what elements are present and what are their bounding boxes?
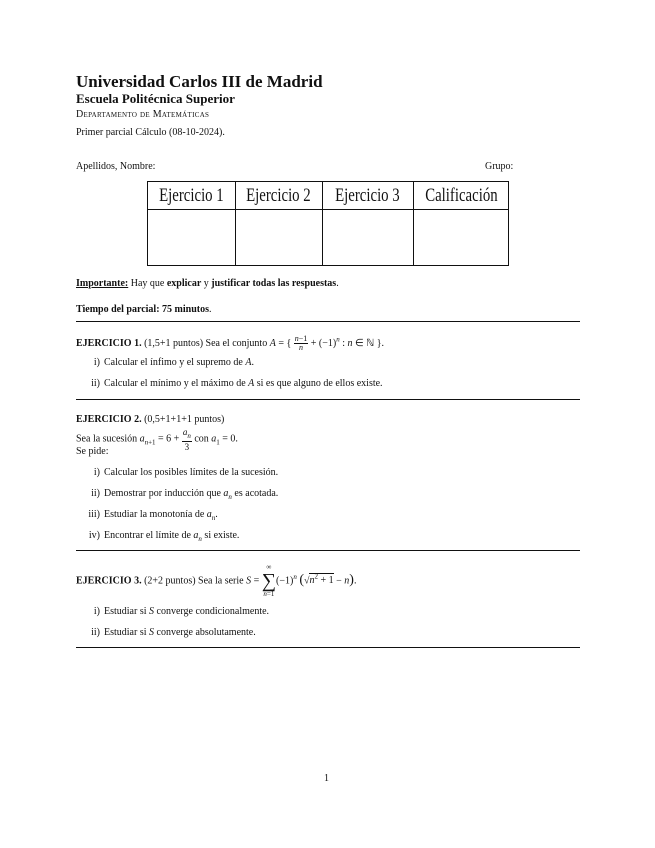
page-number: 1: [324, 773, 329, 784]
department-name: Departamento de Matemáticas: [76, 109, 210, 120]
exercise3-statement: EJERCICIO 3. (2+2 puntos) Sea la serie S = ∞ ∑ n=1 $(-1)^n$ $(√n^2 + 1 - n)$.: [76, 563, 357, 598]
exercise3-item-1: i) Estudiar si S converge condicionalmente.: [93, 606, 270, 617]
school-name: Escuela Politécnica Superior: [76, 91, 235, 106]
important-note: Importante: Hay que explicar y justificar todas las respuestas.: [76, 278, 339, 289]
exercise2-item-3: iii) Estudiar la monotonía de $a_n$.: [88, 509, 218, 522]
exercise2-item-1: i) Calcular los posibles límites de la sucesión.: [93, 467, 279, 478]
grade-header-ex2: Ejercicio 2: [236, 182, 322, 210]
exercise2-ask: Se pide:: [76, 446, 109, 457]
grade-cell-ex3: [322, 210, 414, 266]
grade-table: [147, 181, 509, 266]
exercise3-item-2: ii) Estudiar si S converge absolutamente.: [91, 627, 256, 638]
divider: [76, 399, 580, 400]
exam-title: Primer parcial Cálculo (08-10-2024).: [76, 127, 225, 138]
exercise2-sequence: Sea la sucesión $a_{n+1} = 6$ + $\frac{a_n}{3}$ con $a_1 = 0$.: [76, 427, 238, 452]
grade-header-ex1: Ejercicio 1: [148, 182, 236, 210]
exercise2-statement: EJERCICIO 2. (0,5+1+1+1 puntos): [76, 414, 225, 425]
time-note: Tiempo del parcial: 75 minutos.: [76, 304, 212, 315]
exercise1-item-1: i) Calcular el ínfimo y el supremo de A.: [93, 357, 254, 368]
exercise2-item-4: iv) Encontrar el límite de $a_n$ si existe.: [88, 530, 240, 543]
grade-header-total: Calificación: [414, 182, 509, 210]
name-label: Apellidos, Nombre:: [76, 161, 156, 172]
grade-cell-ex2: [236, 210, 322, 266]
grade-cell-ex1: [148, 210, 236, 266]
exercise1-item-2: ii) Calcular el mínimo y el máximo de A si es que alguno de ellos existe.: [91, 378, 383, 389]
grade-header-ex3: Ejercicio 3: [322, 182, 414, 210]
grade-cell-total: [414, 210, 509, 266]
university-title: Universidad Carlos III de Madrid: [76, 72, 323, 91]
divider: [76, 321, 580, 322]
exercise2-item-2: ii) Demostrar por inducción que $a_n$ es acotada.: [91, 488, 279, 501]
exercise1-statement: EJERCICIO 1. (1,5+1 puntos) Sea el conjunto A = { $\frac{n-1}{n}$ + $(-1)^n$ : n ∈ ℕ }.: [76, 334, 385, 352]
divider: [76, 647, 580, 648]
group-label: Grupo:: [485, 161, 514, 172]
divider: [76, 550, 580, 551]
